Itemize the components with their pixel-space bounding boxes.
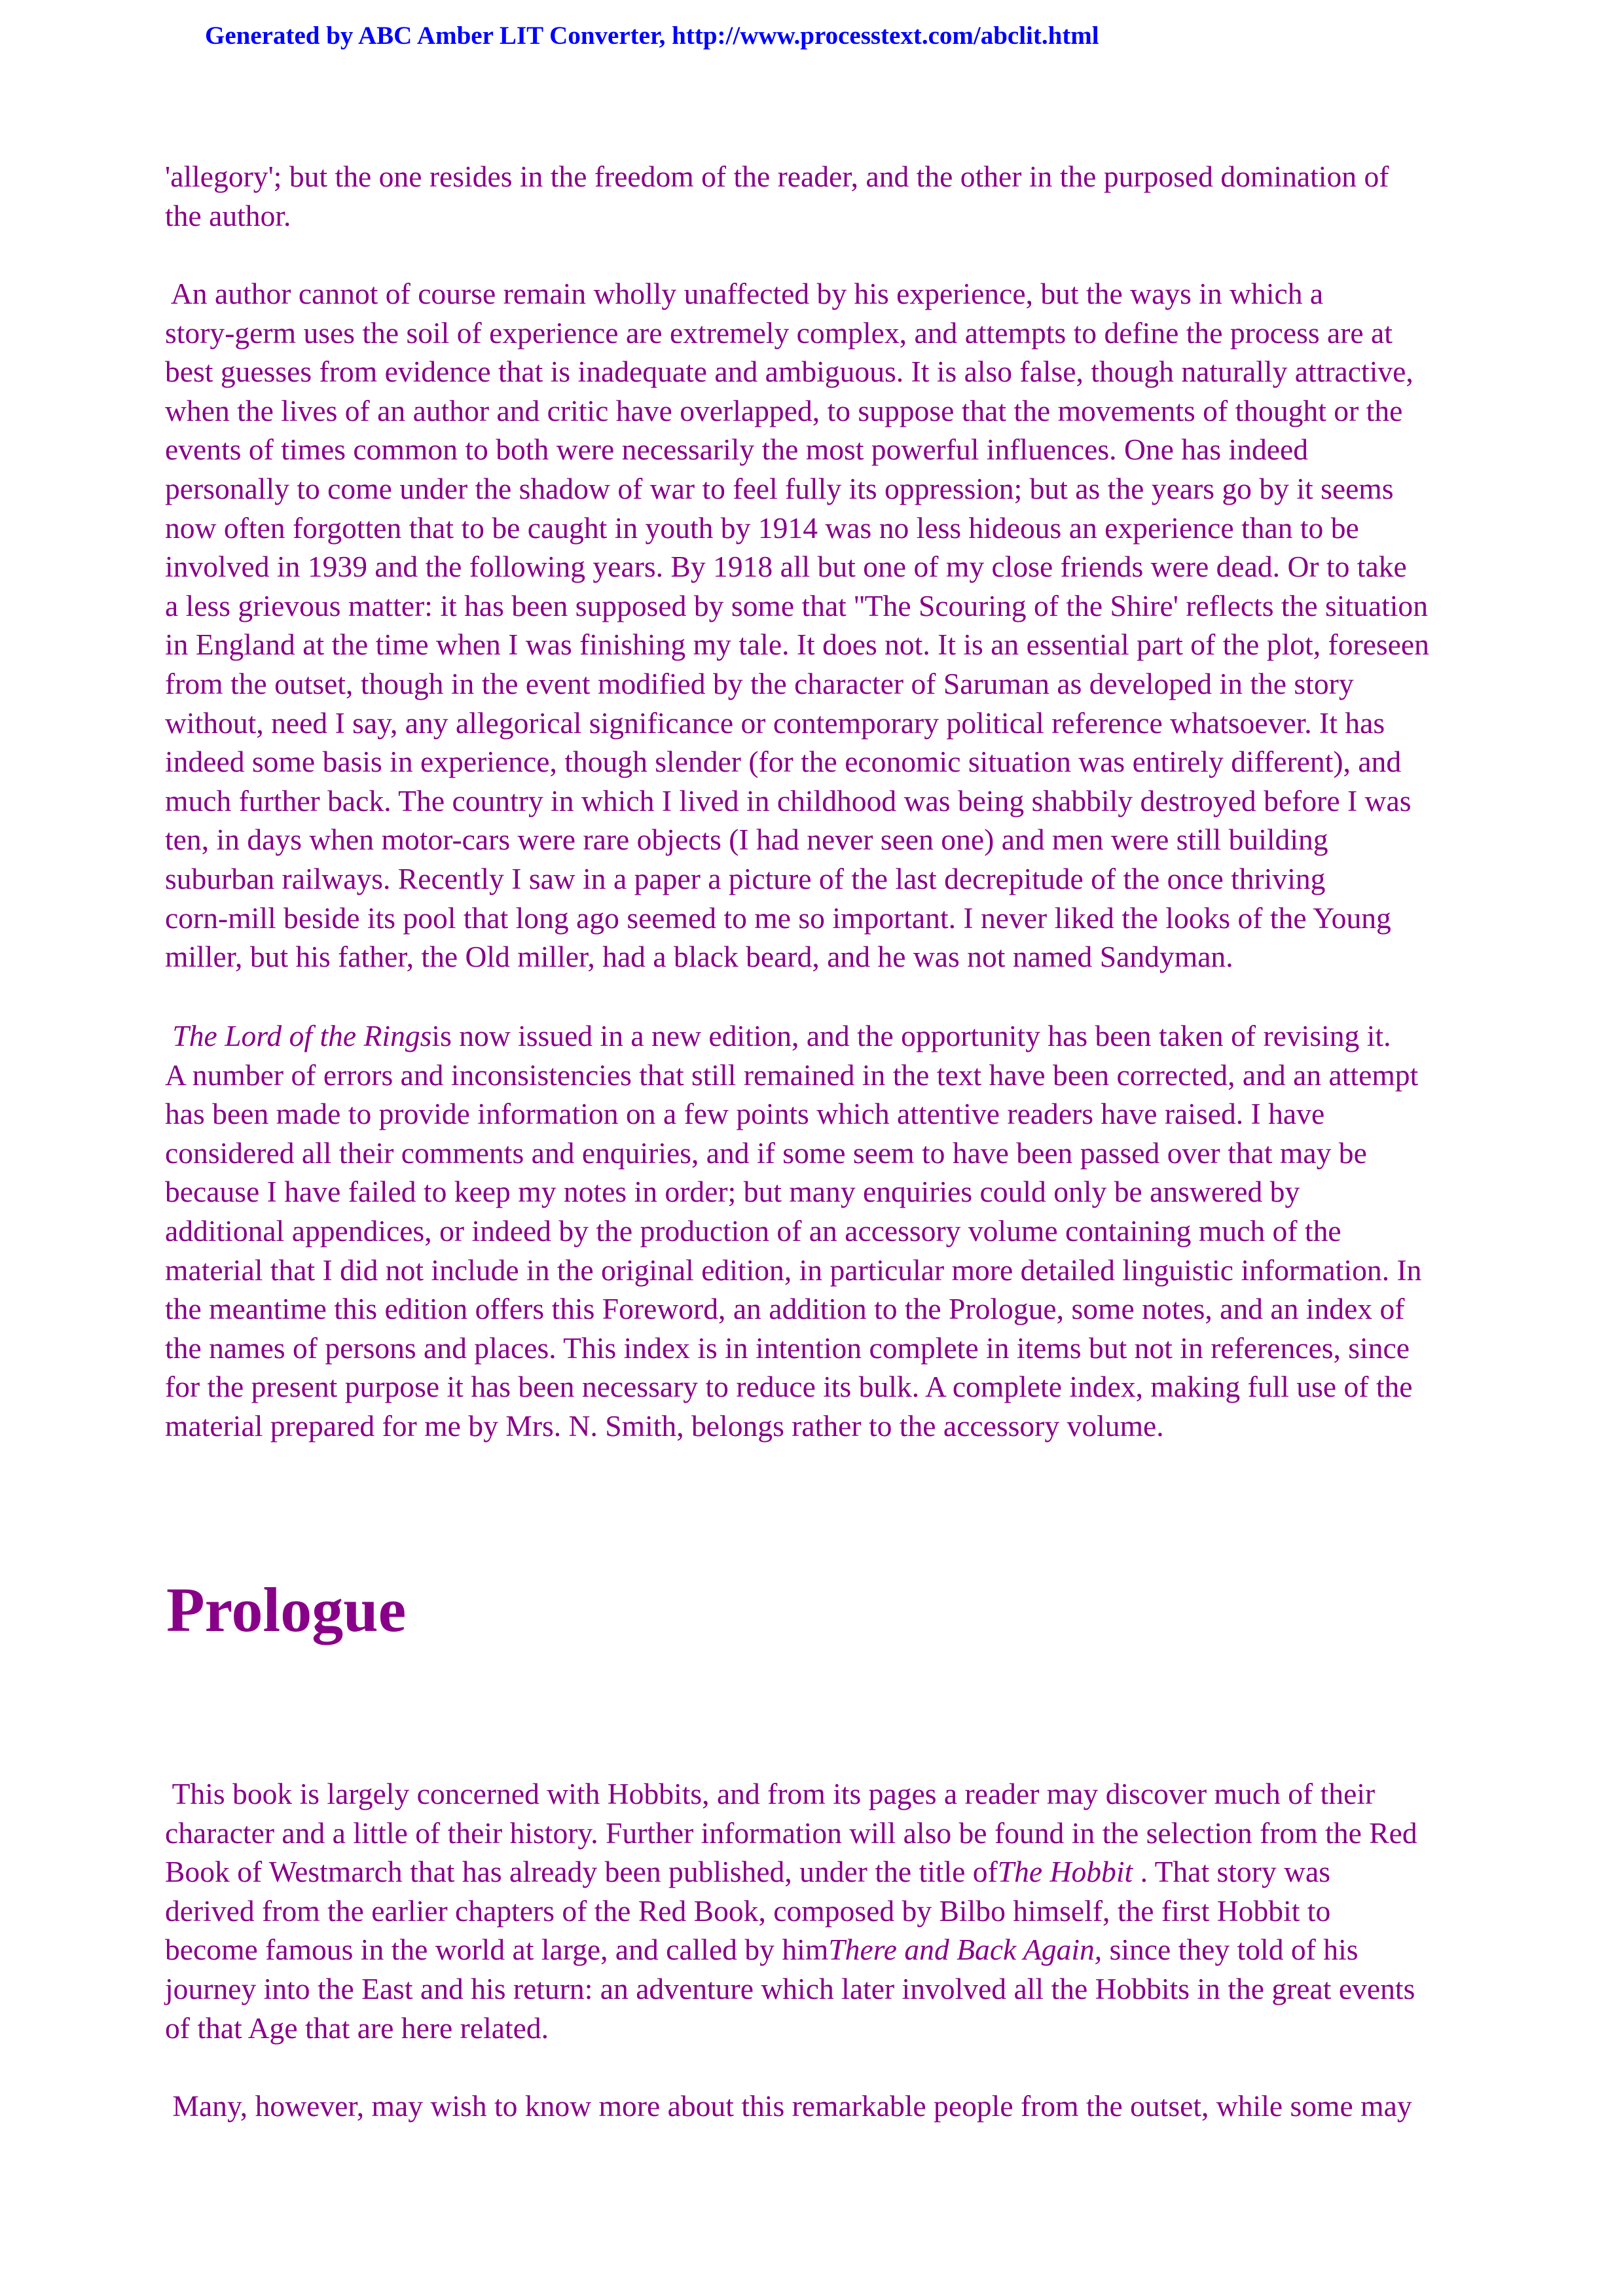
book-title-italic: There and Back Again, (828, 1933, 1103, 1967)
text-line: Many, however, may wish to know more about this remarkable people from the outset, while some may (165, 2089, 1412, 2123)
text-line: now often forgotten that to be caught in youth by 1914 was no less hideous an experience than to be (165, 511, 1359, 545)
paragraph-many-however (165, 2087, 1474, 2126)
text-line: the meantime this edition offers this Foreword, an addition to the Prologue, some notes, and an index of (165, 1292, 1405, 1326)
text-fragment: become famous in the world at large, and called by him (165, 1933, 829, 1967)
text-line: indeed some basis in experience, though slender (for the economic situation was entirely different), and (165, 745, 1402, 779)
text-line: much further back. The country in which I lived in childhood was being shabbily destroyed before I was (165, 783, 1412, 817)
paragraph-new-edition (165, 1016, 1474, 1446)
text-line: considered all their comments and enquiries, and if some seem to have been passed over that may be (165, 1136, 1367, 1170)
text-line: events of times common to both were necessarily the most powerful influences. One has indeed (165, 433, 1309, 467)
text-line: A number of errors and inconsistencies that still remained in the text have been corrected, and an attempt (165, 1058, 1419, 1092)
text-line: involved in 1939 and the following years. By 1918 all but one of my close friends were dead. Or to take (165, 550, 1407, 584)
text-line: has been made to provide information on a few points which attentive readers have raised. I have (165, 1097, 1325, 1131)
text-line: character and a little of their history. Further information will also be found in the selection from the Red (165, 1816, 1417, 1850)
text-line: 'allegory'; but the one resides in the freedom of the reader, and the other in the purposed domination of (165, 160, 1389, 193)
text-line: because I have failed to keep my notes in order; but many enquiries could only be answered by (165, 1175, 1300, 1209)
text-line (165, 1852, 1474, 1892)
paragraph-hobbits-intro (165, 1774, 1474, 2047)
text-line: ten, in days when motor-cars were rare objects (I had never seen one) and men were still building (165, 823, 1328, 857)
text-line: personally to come under the shadow of war to feel fully its oppression; but as the years go by it seems (165, 471, 1394, 505)
converter-header: Generated by ABC Amber LIT Converter, http://www.processtext.com/abclit.html (205, 22, 1099, 50)
text-line: derived from the earlier chapters of the Red Book, composed by Bilbo himself, the first Hobbit to (165, 1893, 1331, 1928)
text-line: without, need I say, any allegorical significance or contemporary political reference whatsoever. It has (165, 706, 1385, 740)
text-line: additional appendices, or indeed by the production of an accessory volume containing much of the (165, 1213, 1341, 1247)
text-fragment: Book of Westmarch that has already been published, under the title of (165, 1855, 998, 1889)
paragraph-allegory (165, 157, 1474, 235)
text-line: when the lives of an author and critic have overlapped, to suppose that the movements of thought or the (165, 393, 1403, 427)
text-line (165, 1016, 1474, 1056)
text-line: material prepared for me by Mrs. N. Smith, belongs rather to the accessory volume. (165, 1408, 1164, 1443)
book-title-italic: The Lord of the Rings (172, 1019, 432, 1052)
text-line: in England at the time when I was finishing my tale. It does not. It is an essential part of the plot, foreseen (165, 628, 1429, 662)
text-line: material that I did not include in the original edition, in particular more detailed linguistic information. In (165, 1253, 1422, 1287)
text-line: the names of persons and places. This index is in intention complete in items but not in references, since (165, 1331, 1410, 1365)
section-heading-prologue: Prologue (166, 1575, 407, 1645)
text-line: suburban railways. Recently I saw in a paper a picture of the last decrepitude of the once thriving (165, 861, 1326, 895)
text-line: This book is largely concerned with Hobbits, and from its pages a reader may discover much of their (165, 1777, 1376, 1810)
text-line: miller, but his father, the Old miller, had a black beard, and he was not named Sandyman. (165, 940, 1233, 974)
text-line: best guesses from evidence that is inadequate and ambiguous. It is also false, though naturally attractive, (165, 355, 1413, 389)
text-line: journey into the East and his return: an adventure which later involved all the Hobbits in the great events (165, 1971, 1415, 2005)
paragraph-author-experience (165, 274, 1474, 977)
text-line (165, 1930, 1474, 1969)
text-line: An author cannot of course remain wholly unaffected by his experience, but the ways in which a (165, 277, 1324, 310)
text-fragment: is now issued in a new edition, and the opportunity has been taken of revising it. (431, 1019, 1391, 1052)
text-line: corn-mill beside its pool that long ago seemed to me so important. I never liked the looks of the Young (165, 901, 1391, 935)
text-line: from the outset, though in the event modified by the character of Saruman as developed in the story (165, 666, 1354, 700)
text-line: of that Age that are here related. (165, 2011, 549, 2045)
text-fragment: since they told of his (1102, 1933, 1359, 1967)
text-line: for the present purpose it has been necessary to reduce its bulk. A complete index, making full use of the (165, 1370, 1413, 1404)
text-line: the author. (165, 198, 291, 232)
text-line: story-germ uses the soil of experience are extremely complex, and attempts to define the process are at (165, 315, 1393, 350)
text-fragment: . That story was (1133, 1855, 1331, 1889)
text-line: a less grievous matter: it has been supposed by some that ''The Scouring of the Shire' reflects the situation (165, 588, 1429, 622)
book-title-italic: The Hobbit (997, 1855, 1133, 1889)
